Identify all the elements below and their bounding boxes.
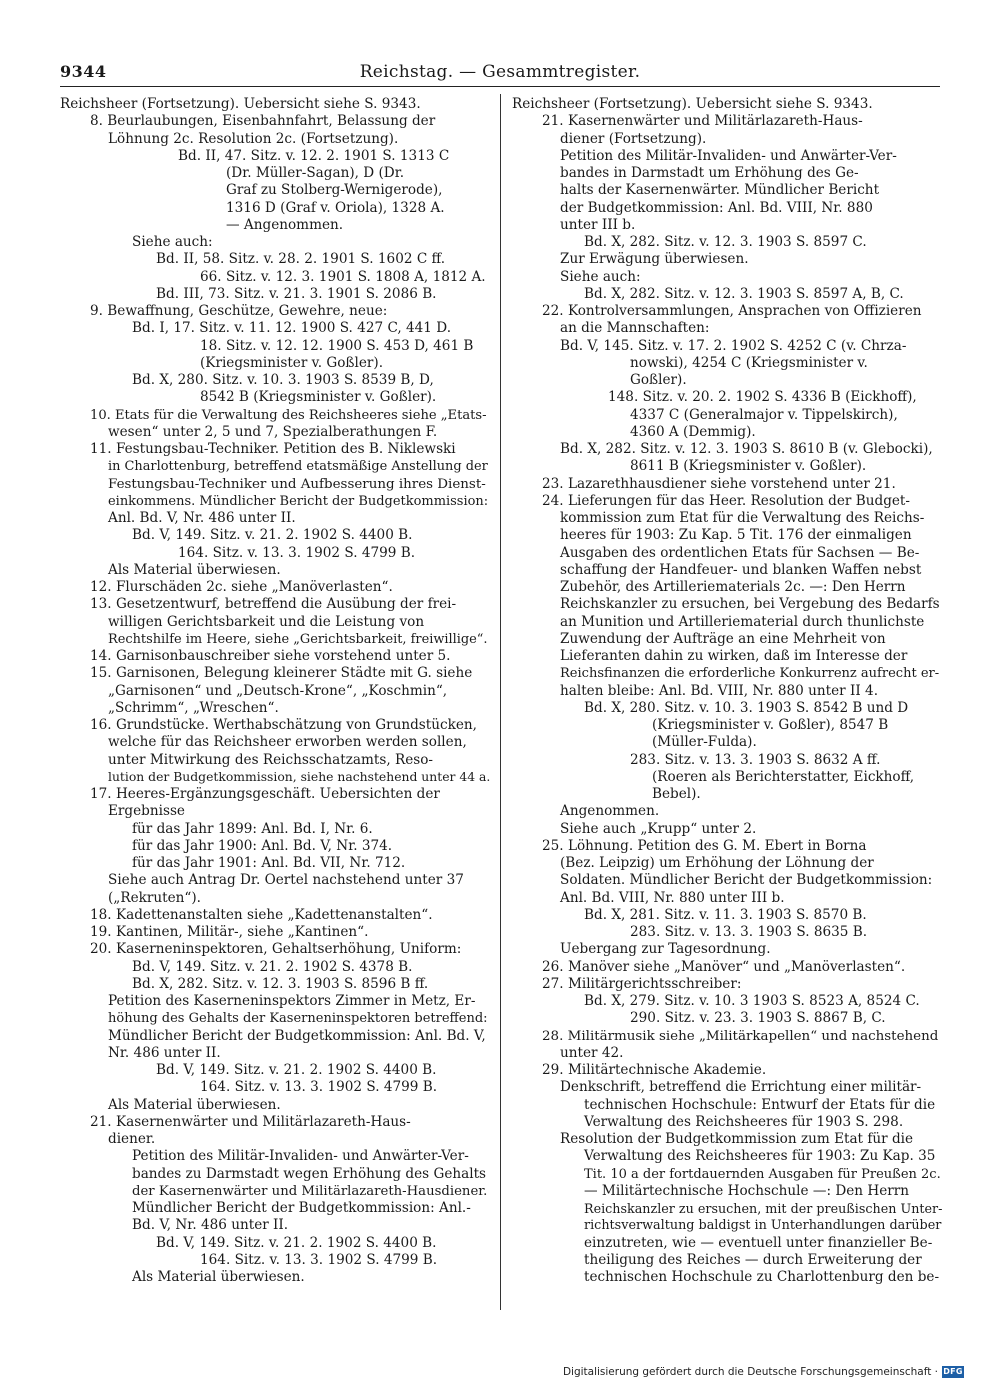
text-line: Bd. X, 282. Sitz. v. 12. 3. 1903 S. 8597 A, B, C. (584, 285, 904, 302)
text-line: Soldaten. Mündlicher Bericht der Budgetkommission: (560, 872, 933, 889)
text-line: (Bez. Leipzig) um Erhöhung der Löhnung der (560, 855, 874, 871)
text-line: 23. Lazarethhausdiener siehe vorstehend unter 21. (542, 475, 896, 492)
text-line: (Dr. Müller-Sagan), D (Dr. (226, 165, 405, 181)
text-line: Reichskanzler zu ersuchen, bei Vergebung des Bedarfs (560, 596, 940, 613)
text-line: 20. Kaserneninspektoren, Gehaltserhöhung, Uniform: (90, 941, 462, 958)
text-line: (Kriegsminister v. Goßler). (200, 354, 384, 371)
text-line: lution der Budgetkommission, siehe nachstehend unter 44 a. (108, 769, 491, 784)
text-line: 12. Flurschäden 2c. siehe „Manöverlasten“. (90, 579, 393, 595)
text-line: „Garnisonen“ und „Deutsch-Krone“, „Koschmin“, (108, 682, 448, 699)
text-line: 18. Kadettenanstalten siehe „Kadettenanstalten“. (90, 906, 433, 923)
text-line: Anl. Bd. V, Nr. 486 unter II. (108, 510, 296, 526)
text-line: 4360 A (Demmig). (630, 423, 756, 440)
text-line: 21. Kasernenwärter und Militärlazareth-Haus- (90, 1113, 411, 1130)
text-line: der Kasernenwärter und Militärlazareth-Hausdiener. (132, 1183, 488, 1199)
text-line: 290. Sitz. v. 23. 3. 1903 S. 8867 B, C. (630, 1010, 886, 1027)
text-line: wesen“ unter 2, 5 und 7, Spezialberathungen F. (108, 423, 438, 440)
text-line: für das Jahr 1901: Anl. Bd. VII, Nr. 712. (132, 855, 406, 871)
text-line: Uebergang zur Tagesordnung. (560, 941, 771, 958)
text-line: 14. Garnisonbauschreiber siehe vorstehend unter 5. (90, 648, 451, 664)
dfg-logo: DFG (943, 1367, 963, 1376)
text-line: Siehe auch „Krupp“ unter 2. (560, 820, 757, 837)
text-line: an Munition und Artilleriematerial durch thunlichste (560, 613, 925, 630)
text-line: 8. Beurlaubungen, Eisenbahnfahrt, Belassung der (90, 113, 436, 130)
text-line: 164. Sitz. v. 13. 3. 1902 S. 4799 B. (200, 1251, 438, 1268)
text-line: höhung des Gehalts der Kaserneninspektoren betreffend: (108, 1011, 488, 1027)
text-line: Reichskanzler zu ersuchen, mit der preußischen Unter- (584, 1201, 943, 1216)
text-line: unter III b. (560, 216, 636, 233)
text-line: 24. Lieferungen für das Heer. Resolution der Budget- (542, 492, 910, 509)
text-line: Tit. 10 a der fortdauernden Ausgaben für Preußen 2c. (584, 1166, 941, 1182)
text-line: Bd. X, 282. Sitz. v. 12. 3. 1903 S. 8610 B (v. Glebocki), (560, 441, 933, 457)
text-line: (Roeren als Berichterstatter, Eickhoff, (652, 768, 915, 785)
text-line: 18. Sitz. v. 12. 12. 1900 S. 453 D, 461 B (200, 337, 474, 354)
text-line: Siehe auch Antrag Dr. Oertel nachstehend unter 37 (108, 872, 464, 889)
text-line: „Schrimm“, „Wreschen“. (108, 699, 279, 716)
right-column (512, 96, 942, 1286)
text-line: Anl. Bd. VIII, Nr. 880 unter III b. (560, 889, 785, 906)
text-line: bandes zu Darmstadt wegen Erhöhung des Gehalts (132, 1165, 487, 1182)
text-line: 8611 B (Kriegsminister v. Goßler). (630, 458, 867, 475)
text-line: unter Mitwirkung des Reichsschatzamts, Reso- (108, 751, 434, 768)
text-line: technischen Hochschule: Entwurf der Etats für die (584, 1096, 936, 1113)
text-line: 26. Manöver siehe „Manöver“ und „Manöverlasten“. (542, 958, 906, 975)
text-line: Bd. V, 149. Sitz. v. 21. 2. 1902 S. 4400 B. (156, 1062, 437, 1078)
text-line: 21. Kasernenwärter und Militärlazareth-Haus- (542, 113, 863, 130)
text-line: für das Jahr 1899: Anl. Bd. I, Nr. 6. (132, 820, 373, 837)
text-line: Bd. X, 281. Sitz. v. 11. 3. 1903 S. 8570 B. (584, 906, 867, 923)
text-line: 1316 D (Graf v. Oriola), 1328 A. (226, 199, 445, 216)
text-line: Bd. X, 280. Sitz. v. 10. 3. 1903 S. 8542 B und D (584, 699, 909, 716)
text-line: Bd. X, 282. Sitz. v. 12. 3. 1903 S. 8597 C. (584, 234, 867, 250)
text-line: theiligung des Reiches — durch Erweiterung der (584, 1251, 922, 1268)
text-line: für das Jahr 1900: Anl. Bd. V, Nr. 374. (132, 837, 393, 854)
text-line: willigen Gerichtsbarkeit und die Leistung von (108, 613, 425, 630)
text-line: 19. Kantinen, Militär-, siehe „Kantinen“. (90, 924, 369, 940)
text-line: Bd. V, Nr. 486 unter II. (132, 1217, 289, 1234)
text-line: 13. Gesetzentwurf, betreffend die Ausübung der frei- (90, 596, 457, 613)
text-line: halts der Kasernenwärter. Mündlicher Bericht (560, 182, 880, 199)
text-line: Verwaltung des Reichsheeres für 1903 S. 298. (584, 1113, 904, 1130)
text-line: Mündlicher Bericht der Budgetkommission: Anl.- (132, 1200, 471, 1216)
text-line: Bebel). (652, 786, 701, 802)
text-line: 9. Bewaffnung, Geschütze, Gewehre, neue: (90, 303, 388, 319)
column-divider (500, 94, 501, 1310)
text-line: 15. Garnisonen, Belegung kleinerer Städte mit G. siehe (90, 665, 473, 682)
text-line: Petition des Militär-Invaliden- und Anwärter-Ver- (560, 147, 897, 164)
text-line: Rechtshilfe im Heere, siehe „Gerichtsbarkeit, freiwillige“. (108, 631, 488, 647)
text-line: Als Material überwiesen. (108, 561, 281, 578)
text-line: Nr. 486 unter II. (108, 1044, 221, 1061)
text-line: Siehe auch: (132, 234, 213, 250)
text-line: in Charlottenburg, betreffend etatsmäßige Anstellung der (108, 459, 488, 475)
text-line: Bd. V, 149. Sitz. v. 21. 2. 1902 S. 4400 B. (132, 527, 413, 544)
text-line: Als Material überwiesen. (108, 1096, 281, 1113)
text-line: Lieferanten dahin zu wirken, daß im Interesse der (560, 648, 908, 664)
text-line: Bd. V, 145. Sitz. v. 17. 2. 1902 S. 4252 C (v. Chrza- (560, 337, 907, 354)
text-line: (Kriegsminister v. Goßler), 8547 B (652, 717, 889, 733)
text-line: 16. Grundstücke. Werthabschätzung von Grundstücken, (90, 717, 477, 733)
page-header (60, 58, 940, 84)
text-line: — Angenommen. (226, 216, 344, 233)
running-title: Reichstag. — Gesammtregister. (359, 62, 641, 82)
text-line: 11. Festungsbau-Techniker. Petition des B. Niklewski (90, 441, 456, 457)
text-line: der Budgetkommission: Anl. Bd. VIII, Nr. 880 (560, 199, 873, 216)
text-line: Bd. III, 73. Sitz. v. 21. 3. 1901 S. 2086 B. (156, 285, 437, 302)
text-line: 283. Sitz. v. 13. 3. 1903 S. 8632 A ff. (630, 751, 881, 768)
left-column (60, 96, 490, 1286)
text-line: Goßler). (630, 372, 687, 388)
text-line: 27. Militärgerichtsschreiber: (542, 975, 742, 992)
text-line: einzutreten, wie — eventuell unter finanzieller Be- (584, 1234, 933, 1251)
text-line: technischen Hochschule zu Charlottenburg den be- (584, 1269, 940, 1285)
text-line: 25. Löhnung. Petition des G. M. Ebert in Borna (542, 837, 867, 854)
text-line: Reichsheer (Fortsetzung). Uebersicht siehe S. 9343. (512, 96, 873, 112)
text-line: einkommens. Mündlicher Bericht der Budgetkommission: (108, 493, 489, 509)
text-line: 22. Kontrolversammlungen, Ansprachen von Offizieren (542, 303, 922, 319)
text-line: Zubehör, des Artilleriematerials 2c. —: Den Herrn (560, 579, 906, 595)
text-line: Bd. X, 279. Sitz. v. 10. 3 1903 S. 8523 A, 8524 C. (584, 993, 920, 1009)
text-line: richtsverwaltung baldigst in Unterhandlungen darüber (584, 1218, 942, 1234)
text-line: Verwaltung des Reichsheeres für 1903: Zu Kap. 35 (584, 1148, 936, 1165)
text-line: Bd. II, 47. Sitz. v. 12. 2. 1901 S. 1313 C (178, 147, 450, 164)
text-line: Festungsbau-Techniker und Aufbesserung ihres Dienst- (108, 476, 486, 492)
header-rule (60, 86, 940, 87)
text-line: an die Mannschaften: (560, 320, 710, 337)
text-line: (Müller-Fulda). (652, 734, 757, 751)
text-line: 10. Etats für die Verwaltung des Reichsheeres siehe „Etats- (90, 407, 487, 423)
text-line: Bd. V, 149. Sitz. v. 21. 2. 1902 S. 4378 B. (132, 958, 413, 975)
text-line: Resolution der Budgetkommission zum Etat für die (560, 1131, 914, 1147)
text-line: Bd. II, 58. Sitz. v. 28. 2. 1901 S. 1602 C ff. (156, 251, 446, 268)
text-line: Petition des Militär-Invaliden- und Anwärter-Ver- (132, 1148, 469, 1165)
text-line: Siehe auch: (560, 268, 641, 285)
text-line: halten bleibe: Anl. Bd. VIII, Nr. 880 unter II 4. (560, 682, 879, 699)
text-line: 8542 B (Kriegsminister v. Goßler). (200, 389, 437, 406)
text-line: Ausgaben des ordentlichen Etats für Sachsen — Be- (560, 544, 920, 561)
text-line: — Militärtechnische Hochschule —: Den Herrn (584, 1182, 910, 1199)
text-line: 283. Sitz. v. 13. 3. 1903 S. 8635 B. (630, 924, 868, 940)
text-line: Zur Erwägung überwiesen. (560, 251, 749, 268)
text-line: Zuwendung der Aufträge an eine Mehrheit von (560, 630, 886, 647)
text-line: Bd. X, 280. Sitz. v. 10. 3. 1903 S. 8539 B, D, (132, 372, 434, 388)
text-line: kommission zum Etat für die Verwaltung des Reichs- (560, 510, 925, 526)
page-number: 9344 (60, 62, 107, 81)
text-line: 17. Heeres-Ergänzungsgeschäft. Uebersichten der (90, 786, 440, 802)
text-line: schaffung der Handfeuer- und blanken Waffen nebst (560, 561, 922, 578)
footer-text: Digitalisierung gefördert durch die Deutsche Forschungsgemeinschaft · (562, 1366, 938, 1378)
text-line: 4337 C (Generalmajor v. Tippelskirch), (630, 406, 898, 423)
text-line: Reichsheer (Fortsetzung). Uebersicht siehe S. 9343. (60, 96, 421, 112)
text-line: Denkschrift, betreffend die Errichtung einer militär- (560, 1079, 922, 1096)
text-line: Als Material überwiesen. (132, 1269, 305, 1285)
text-line: 164. Sitz. v. 13. 3. 1902 S. 4799 B. (200, 1079, 438, 1096)
text-line: 29. Militärtechnische Akademie. (542, 1062, 767, 1078)
text-line: unter 42. (560, 1044, 624, 1061)
text-line: bandes in Darmstadt um Erhöhung des Ge- (560, 165, 859, 181)
text-line: Bd. V, 149. Sitz. v. 21. 2. 1902 S. 4400 B. (156, 1234, 437, 1251)
text-line: Reichsfinanzen die erforderliche Konkurrenz aufrecht er- (560, 666, 940, 682)
text-line: Graf zu Stolberg-Wernigerode), (226, 182, 443, 199)
text-line: 28. Militärmusik siehe „Militärkapellen“ und nachstehend (542, 1028, 939, 1044)
text-line: 66. Sitz. v. 12. 3. 1901 S. 1808 A, 1812 A. (200, 268, 486, 285)
text-line: („Rekruten“). (108, 889, 201, 906)
text-line: Angenommen. (560, 803, 660, 820)
footer (563, 1366, 964, 1378)
text-line: nowski), 4254 C (Kriegsminister v. (630, 354, 868, 371)
text-line: welche für das Reichsheer erworben werden sollen, (108, 734, 467, 751)
text-line: Bd. X, 282. Sitz. v. 12. 3. 1903 S. 8596 B ff. (132, 975, 429, 992)
text-line: Ergebnisse (108, 803, 185, 820)
text-line: diener (Fortsetzung). (560, 130, 707, 147)
text-line: Mündlicher Bericht der Budgetkommission: Anl. Bd. V, (108, 1027, 486, 1044)
text-line: 164. Sitz. v. 13. 3. 1902 S. 4799 B. (178, 544, 416, 561)
text-line: heeres für 1903: Zu Kap. 5 Tit. 176 der einmaligen (560, 527, 912, 544)
text-line: Bd. I, 17. Sitz. v. 11. 12. 1900 S. 427 C, 441 D. (132, 320, 452, 337)
text-line: 148. Sitz. v. 20. 2. 1902 S. 4336 B (Eickhoff), (608, 389, 917, 406)
text-line: Petition des Kaserneninspektors Zimmer in Metz, Er- (108, 993, 476, 1009)
text-line: diener. (108, 1131, 156, 1147)
text-line: Löhnung 2c. Resolution 2c. (Fortsetzung). (108, 130, 399, 147)
